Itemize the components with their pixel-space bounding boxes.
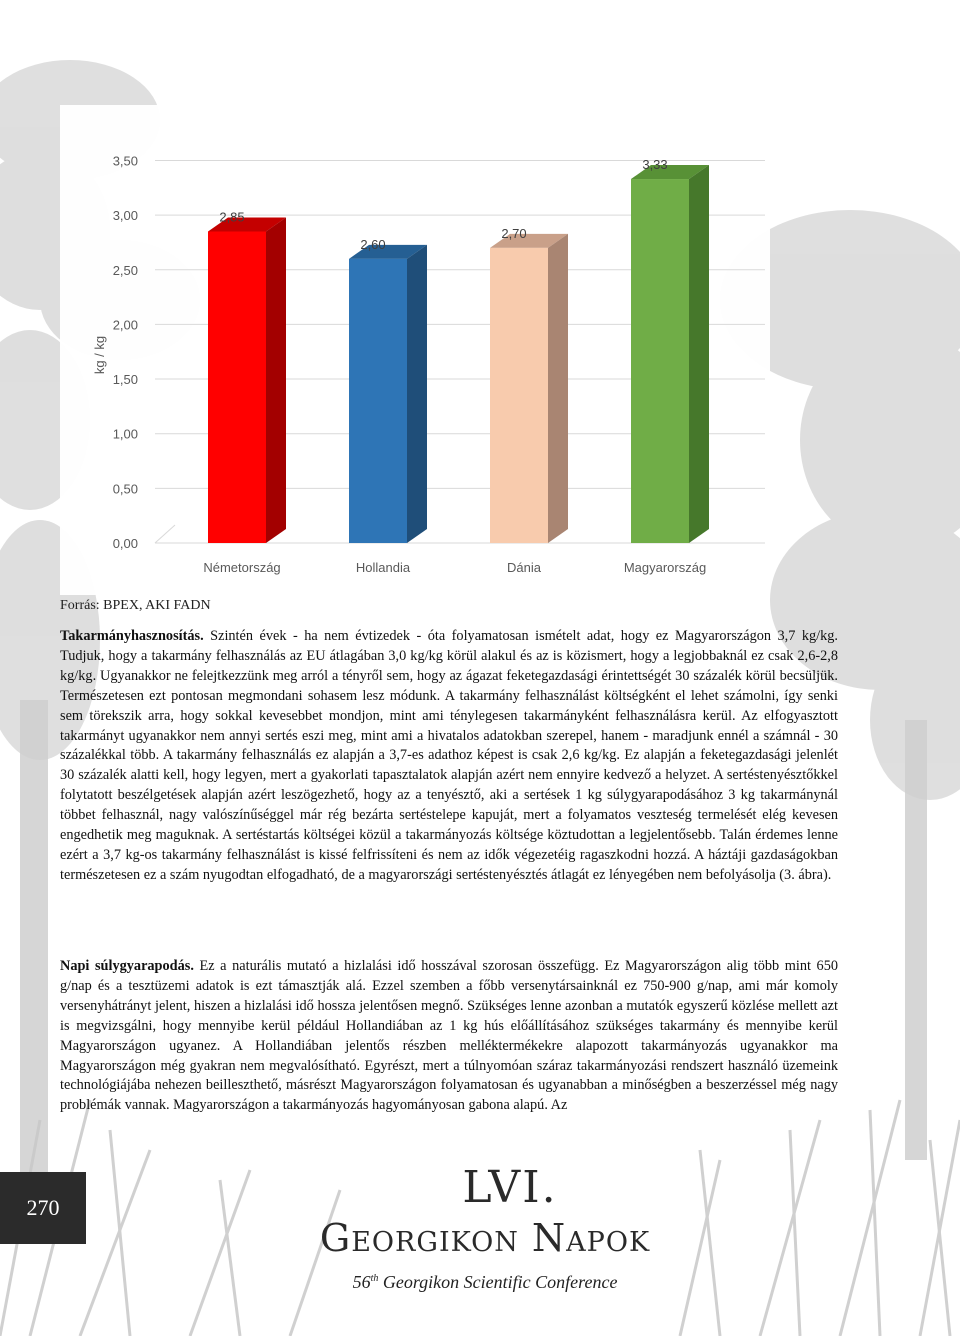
bar-dánia: [490, 248, 548, 543]
y-tick-label: 0,00: [112, 536, 138, 551]
value-label: 2,70: [501, 225, 527, 241]
conference-subtitle-text: Georgikon Scientific Conference: [378, 1272, 618, 1292]
x-tick-label: Dánia: [507, 560, 541, 575]
bar-side: [548, 234, 568, 543]
conference-edition: LVI.: [462, 1162, 558, 1213]
x-tick-label: Németország: [203, 560, 281, 575]
chart-bars: [208, 165, 709, 543]
bar-hollandia: [349, 259, 407, 543]
bar-side: [266, 217, 286, 543]
bar-side: [689, 165, 709, 543]
bar-side: [407, 245, 427, 543]
conference-subtitle: [290, 1272, 680, 1293]
value-label: 2,60: [360, 236, 386, 252]
x-tick-label: Hollandia: [355, 560, 411, 575]
bar-németország: [208, 231, 266, 543]
conference-number: 56: [352, 1272, 371, 1292]
paragraph-heading: Takarmányhasznosítás.: [60, 628, 204, 644]
feed-conversion-chart: [60, 105, 770, 595]
conference-ordinal: th: [370, 1273, 379, 1284]
y-tick-label: 1,00: [112, 426, 138, 442]
paragraph-heading: Napi súlygyarapodás.: [60, 958, 194, 974]
value-labels: [219, 157, 667, 252]
y-tick-label: 0,50: [112, 481, 138, 497]
page-number: 270: [0, 1172, 86, 1244]
y-tick-label: 2,00: [112, 317, 138, 333]
y-axis-label: kg / kg: [92, 335, 107, 375]
paragraph-text: Szintén évek - ha nem évtizedek - óta folyamatosan ismételt adat, hogy ez Magyarországon 3,7 kg/kg. Tudjuk, hogy a takarmány felhasználás az EU átlagában 3,0 kg/kg körül alakul és az is közismert, hogy a legjobbaknál ez csak 2,6-2,8 kg/kg. Ugyanakkor ne felejtkezzünk meg arról a tényről sem, hogy az ágazat feketegazdasági érintettségét 30 százalék körül becsüljük. Természetesen ezt pontosan megmondani sohasem lesz módunk. A takarmány felhasználást költségként el lehet számolni, így senki sem törekszik arra, hogy sokkal kevesebbet mondjon, mint ami ténylegesen takarmányként felhasználásra kerül. Az elfogyasztott takarmányt ugyanakkor nem annyi sertés eszi meg, mint ami a hivatalos adatokban szerepel, hanem - maradjunk ennél a számnál - 30 százalékkal több. A takarmány felhasználás ez alapján a 3,7-es adathoz képest is csak 2,6 kg/kg. Ez alapján a feketegazdasági jelenlét 30 százalék alatti kell, hogy legyen, mert a gyakorlati tapasztalatok alapján azért nem ennyire kedvező a helyzet. A sertéstenyésztőkkel folytatott beszélgetések alapján azért leszögezhető, hogy az a tenyésztő, aki a sertések 1 kg súlygyarapodásához 3 kg takarmánynál többet felhasznál, nagy valószínűséggel már rég bezárta sertéstelepe kapuját, mert a folyamatos veszteség termelését elég kevesen engedhetik meg maguknak. A sertéstartás költségei közül a takarmányozás költsége köztudottan a legjelentősebb. Talán érdemes lenne ezért a 3,7 kg-os takarmány felhasználást is kissé felfrissíteni és nem az idők végezetéig ragaszkodni hozzá. A háztáji gazdaságokban természetesen ez a szám nyugodtan elfogadható, de a magyarországi sertéstenyésztés átlagát ez lényegében nem befolyásolja (3. ábra).: [60, 628, 838, 883]
y-tick-label: 2,50: [112, 262, 138, 278]
floor-line: [155, 525, 175, 543]
paragraph-daily-gain: [60, 957, 838, 1116]
conference-title: Georgikon Napok: [319, 1216, 651, 1260]
x-tick-label: Magyarország: [623, 560, 707, 575]
y-tick-label: 1,50: [112, 372, 138, 388]
y-tick-label: 3,50: [112, 153, 138, 169]
bar-magyarország: [631, 179, 689, 543]
y-tick-label: 3,00: [112, 208, 138, 224]
chart-source: Forrás: BPEX, AKI FADN: [60, 598, 211, 613]
value-label: 2,85: [219, 209, 245, 225]
value-label: 3,33: [642, 157, 668, 173]
x-axis-ticks: [203, 560, 706, 575]
paragraph-text: Ez a naturális mutató a hizlalási idő hosszával szorosan összefügg. Ez Magyarországon alig több mint 650 g/nap és a tesztüzemi adatok is ezt támasztják alá. Ezzel szemben a főbb versenytársainknál ez 750-900 g/nap, ami már komoly versenyhátrányt jelent, hiszen a hizlalási idő hossza jelentősen megnő. Szükséges lenne azonban a mutatók egyszerű közlése mellett azt is megvizsgálni, hogy mennyibe kerül például Hollandiában az 1 kg hús előállításához szükséges takarmány és mennyibe kerül Magyarországon ugyanez. A Hollandiában jelentős részben melléktermékekre alapozott takarmányozás ugyanakkor ma Magyarországon még gyakran nem megvalósítható. Egyrészt, mert a túlnyomóan száraz takarmányozási rendszert használó üzemeink technológiájába nehezen beilleszthető, másrészt Magyarországon folyamatosan és ugyanabban a minőségben a beszerzéssel még nagy problémák vannak. Magyarországon a takarmányozás hagyományosan gabona alapú. Az: [60, 958, 838, 1114]
y-axis-ticks: [113, 153, 138, 551]
paragraph-feed-conversion: [60, 627, 838, 886]
